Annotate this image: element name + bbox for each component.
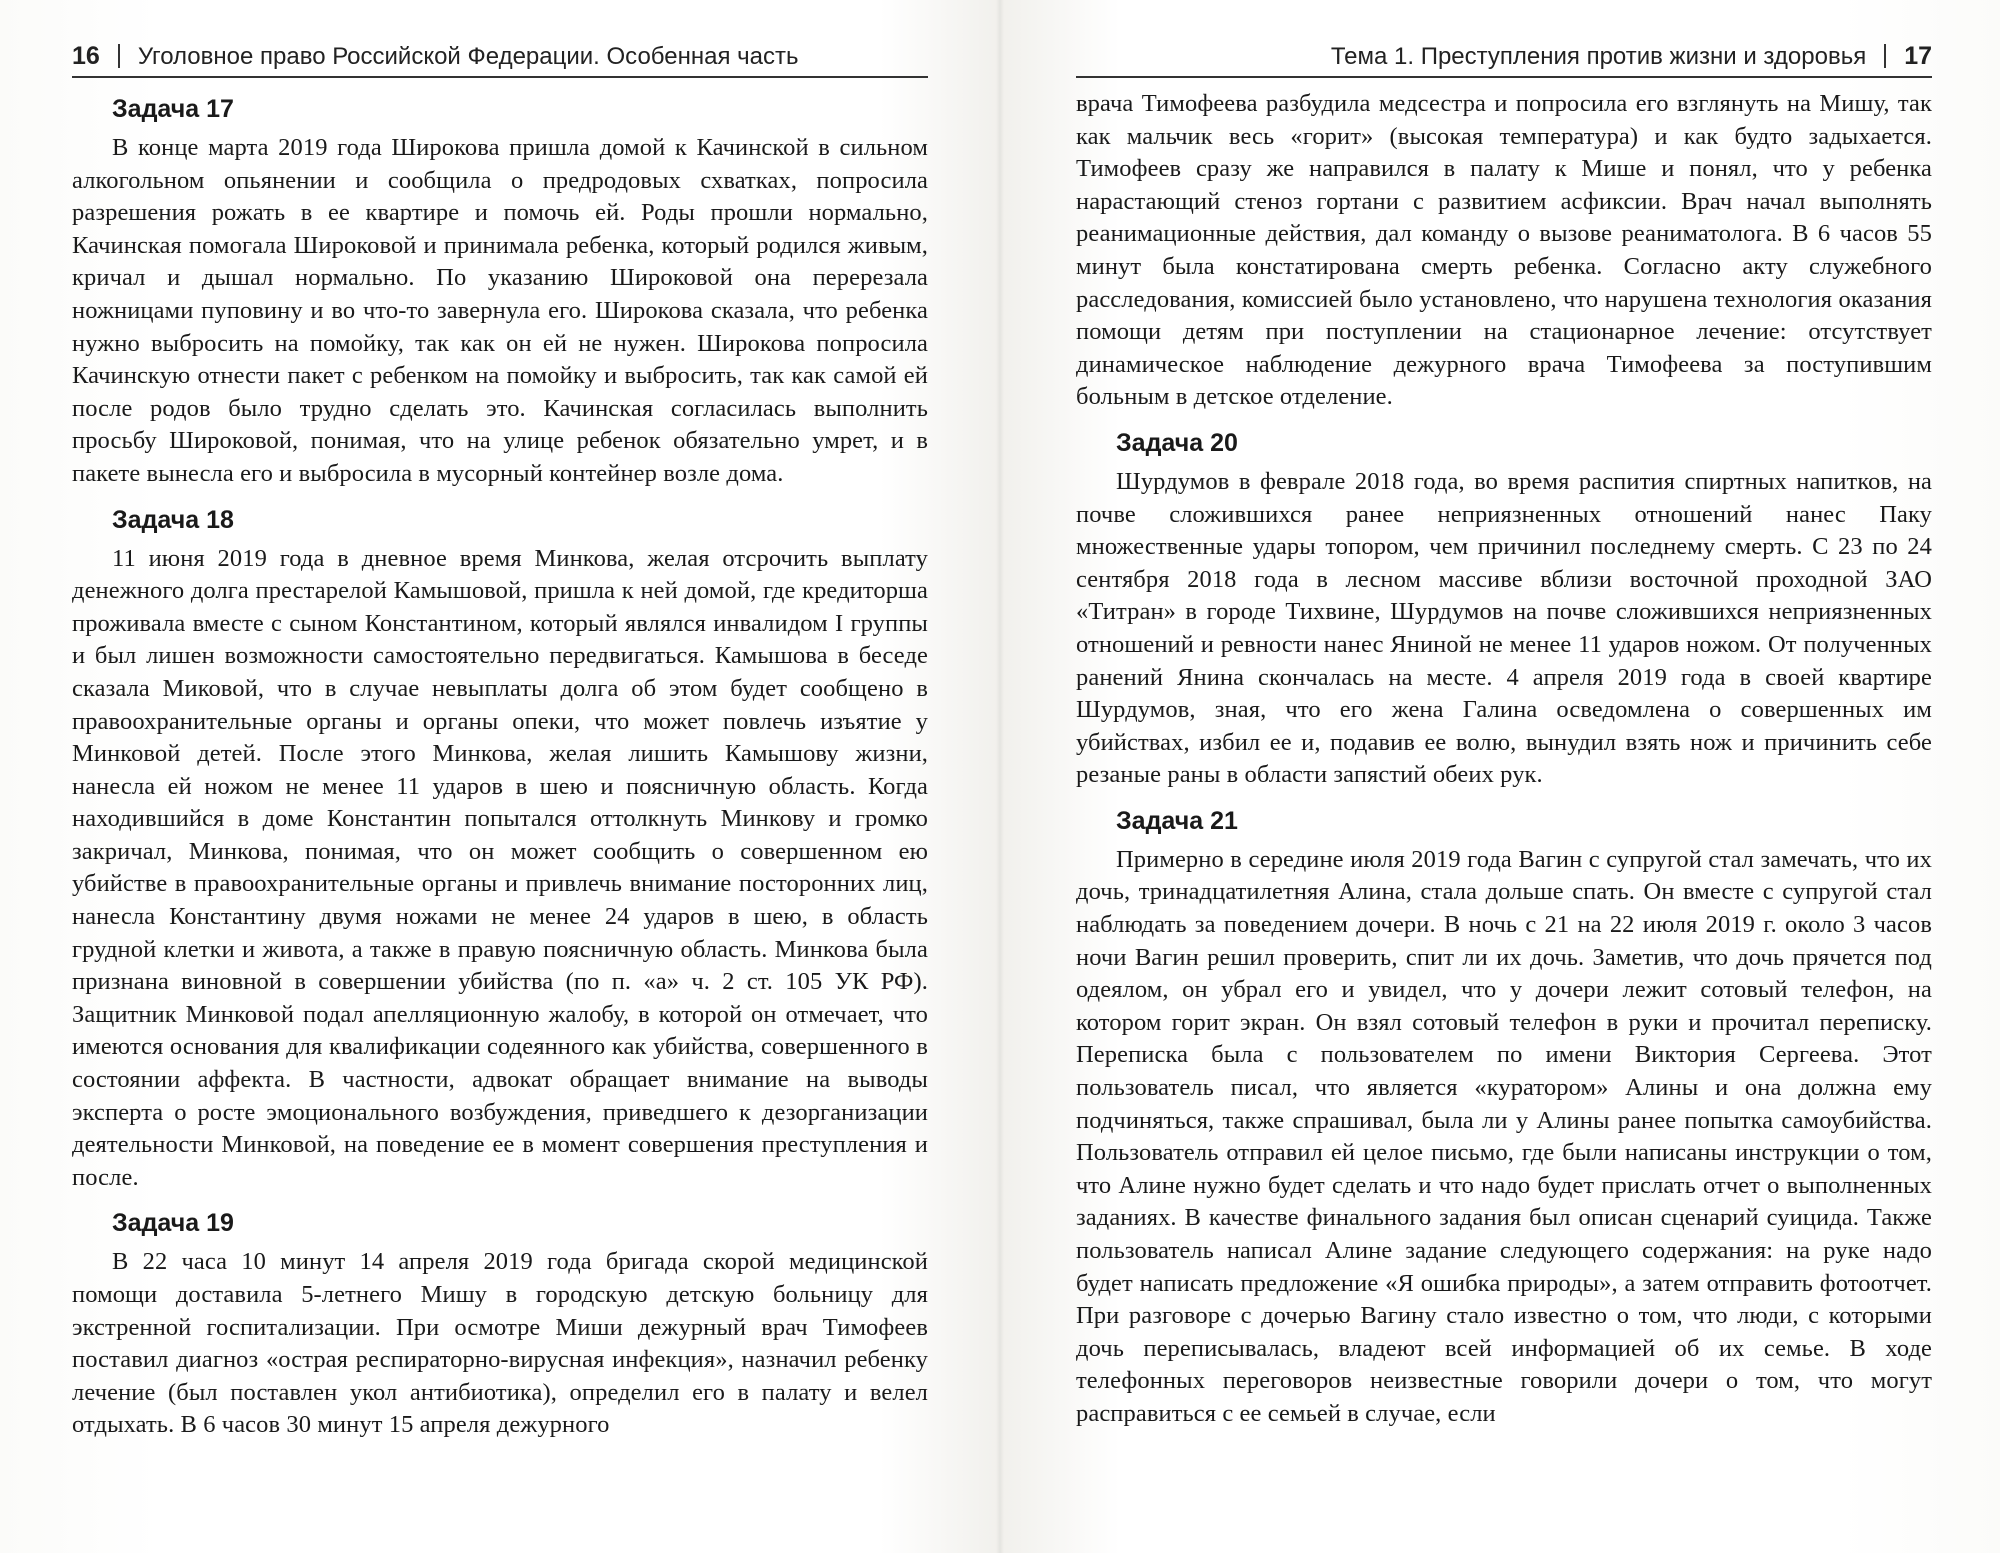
header-divider [118, 44, 120, 68]
task-21-title: Задача 21 [1116, 806, 1238, 835]
right-running-header [1076, 36, 1932, 78]
task-20-title: Задача 20 [1116, 428, 1238, 457]
right-page-body [1076, 88, 1932, 1443]
task-18-title: Задача 18 [112, 505, 234, 534]
left-running-head-title: Уголовное право Российской Федерации. Особенная часть [137, 43, 799, 70]
task-21-text: Примерно в середине июля 2019 года Вагин с супругой стал замечать, что их дочь, тринадцатилетняя Алина, стала дольше спать. Он вместе с супругой стал наблюдать за поведением дочери. В ночь с 21 на 22 июля 2019 г. около 3 часов ночи Вагин решил проверить, спит ли их дочь. Заметив, что дочь прячется под одеялом, он убрал его и увидел, что у дочери лежит сотовый телефон, на котором горит экран. Он взял сотовый телефон в руки и прочитал переписку. Переписка была с пользователем по имени Виктория Сергеева. Этот пользователь писал, что является «куратором» Алины и она должна ему подчиняться, также спрашивал, была ли у Алины ранее попытка самоубийства. Пользователь отправил ей целое письмо, где были написаны инструкции о том, что Алине нужно будет сделать и что надо будет прислать отчет о выполненных заданиях. В качестве финального задания был описан сценарий суицида. Также пользователь написал Алине задание следующего содержания: на руке надо будет написать предложение «Я ошибка природы», а затем отправить фотоотчет. При разговоре с дочерью Вагину стало известно о том, что люди, с которыми дочь переписывалась, владеют всей информацией об их семье. В ходе телефонных переговоров неизвестные говорили дочери о том, что могут расправиться с ее семьей в случае, если [1076, 845, 1932, 1427]
task-20-text: Шурдумов в феврале 2018 года, во время распития спиртных напитков, на почве сложившихся ранее неприязненных отношений нанес Паку множественные удары топором, чем причинил последнему смерть. С 23 по 24 сентября 2018 года в лесном массиве вблизи восточной проходной ЗАО «Титран» в городе Тихвине, Шурдумов на почве сложившихся неприязненных отношений и ревности нанес Яниной не менее 11 ударов ножом. От полученных ранений Янина скончалась на месте. 4 апреля 2019 года в своей квартире Шурдумов, зная, что его жена Галина осведомлена о совершенных им убийствах, избил ее и, подавив ее волю, вынудил взять нож и причинить себе резаные раны в области запястий обеих рук. [1076, 467, 1932, 789]
left-page-number: 16 [72, 42, 100, 70]
right-page [1076, 0, 1932, 1553]
task-19-continuation: врача Тимофеева разбудила медсестра и попросила его взглянуть на Мишу, так как мальчик весь «горит» (высокая температура) и как будто задыхается. Тимофеев сразу же направился в палату к Мише и понял, что у ребенка нарастающий стеноз гортани с развитием асфиксии. Врач начал выполнять реанимационные действия, дал команду о вызове реаниматолога. В 6 часов 55 минут была констатирована смерть ребенка. Согласно акту служебного расследования, комиссией было установлено, что нарушена технология оказания помощи детям при поступлении на стационарное лечение: отсутствует динамическое наблюдение дежурного врача Тимофеева за поступившим больным в детское отделение. [1076, 90, 1932, 411]
task-18-text: 11 июня 2019 года в дневное время Минкова, желая отсрочить выплату денежного долга престарелой Камышовой, пришла к ней домой, где кредиторша проживала вместе с сыном Константином, который являлся инвалидом I группы и был лишен возможности самостоятельно передвигаться. Камышова в беседе сказала Миковой, что в случае невыплаты долга об этом будет сообщено в правоохранительные органы и органы опеки, что может повлечь изъятие у Минковой детей. После этого Минкова, желая лишить Камышову жизни, нанесла ей ножом не менее 11 ударов в шею и поясничную область. Когда находившийся в доме Константин попытался оттолкнуть Минкову и громко закричал, Минкова, понимая, что он может сообщить о совершенном ею убийстве в правоохранительные органы и привлечь внимание посторонних лиц, нанесла Константину двумя ножами не менее 24 ударов в шею, в область грудной клетки и живота, а также в правую поясничную область. Минкова была признана виновной в совершении убийства (по п. «а» ч. 2 ст. 105 УК РФ). Защитник Минковой подал апелляционную жалобу, в которой он отмечает, что имеются основания для квалификации содеянного как убийства, совершенного в состоянии аффекта. В частности, адвокат обращает внимание на выводы эксперта о росте эмоционального возбуждения, приведшего к дезорганизации деятельности Минковой, на поведение ее в момент совершения преступления и после. [72, 544, 928, 1191]
left-page [72, 0, 928, 1553]
book-spine-shadow [996, 0, 1004, 1553]
right-page-number: 17 [1904, 42, 1932, 70]
left-running-header [72, 36, 928, 78]
task-19-title: Задача 19 [112, 1209, 234, 1238]
header-divider [1884, 44, 1886, 68]
task-19-text: В 22 часа 10 минут 14 апреля 2019 года бригада скорой медицинской помощи доставила 5-летнего Мишу в городскую детскую больницу для экстренной госпитализации. При осмотре Миши дежурный врач Тимофеев поставил диагноз «острая респираторно-вирусная инфекция», назначил ребенку лечение (был поставлен укол антибиотика), определил его в палату и велел отдыхать. В 6 часов 30 минут 15 апреля дежурного [72, 1248, 928, 1439]
task-17-text: В конце марта 2019 года Широкова пришла домой к Качинской в сильном алкогольном опьянении и сообщила о предродовых схватках, попросила разрешения рожать в ее квартире и помочь ей. Роды прошли нормально, Качинская помогала Широковой и принимала ребенка, который родился живым, кричал и дышал нормально. По указанию Широковой она перерезала ножницами пуповину и во что-то завернула его. Широкова сказала, что ребенка нужно выбросить на помойку, так как он ей не нужен. Широкова попросила Качинскую отнести пакет с ребенком на помойку и выбросить, так как самой ей после родов было трудно сделать это. Качинская согласилась выполнить просьбу Широковой, понимая, что на улице ребенок обязательно умрет, и в пакете вынесла его и выбросила в мусорный контейнер возле дома. [72, 134, 928, 487]
task-17-title: Задача 17 [112, 95, 234, 123]
left-page-body [72, 88, 928, 1454]
right-running-head-title: Тема 1. Преступления против жизни и здоровья [1330, 43, 1867, 70]
